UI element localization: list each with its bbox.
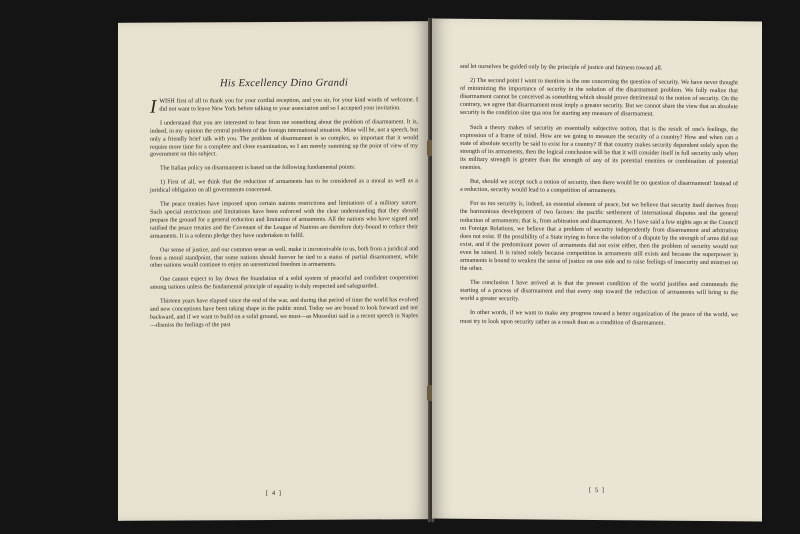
- left-page: [118, 21, 430, 521]
- paragraph-opening-text: WISH first of all to thank you for your cordial reception, and you sir, for your kind words of welcome. I did not want to leave New York before talking to your association and so I accepted your invitation.: [159, 97, 418, 113]
- paragraph: But, should we accept such a notion of security, then there would be no question of disarmament! Instead of a reduction, security would lead to a competition of armaments.: [460, 179, 738, 195]
- paragraph: Such a theory makes of security an essentially subjective notion, that is the result of one's feelings, the expression of a frame of mind. How are we going to measure the security of a country? How and when can a state of absolute security be said to exist for a country? If that country makes security dependent solely upon the strength of its armaments, then the logical conclusion will be that it will consider itself in full security only when its military strength is greater than the strength of any of its potential enemies or combination of potential enemies.: [460, 124, 738, 172]
- page-number-right: [ 5 ]: [589, 486, 605, 495]
- paragraph: The Italian policy on disarmament is based on the following fundamental points:: [160, 164, 356, 172]
- paragraph: I understand that you are interested to hear from me something about the problem of disarmament. It is, indeed, in my opinion the central problem of the foreign international situation. Mine will be, not a speech, but only a friendly brief talk with you. The problem of disarmament is so complex, so important that it would require more time for a complete and close examination, so I am merely summing up the point of view of my government on this subject.: [150, 119, 419, 159]
- paragraph: 1) First of all, we think that the reduction of armaments has to be considered as a moral as well as a juridical obligation on all governments concerned.: [150, 178, 418, 194]
- paragraph-opening: [150, 96, 418, 118]
- drop-cap: I: [150, 96, 157, 118]
- paragraph: One cannot expect to lay down the foundation of a solid system of peaceful and confident cooperation among nations unless the fundamental principle of equality is duly respected and safeguarded.: [150, 275, 418, 291]
- paragraph: 2) The second point I want to mention is the one concerning the question of security. We have never thought of minimizing the importance of security in the solution of the disarmament problem. We fully realize that disarmament cannot be conceived as something which should prove detrimental to the notion of security. On the contrary, we agree that disarmament must imply a greater security. But we cannot share the view that an absolute security is the condition sine qua non for starting any measure of disarmament.: [460, 77, 738, 118]
- page-number-left: [ 4 ]: [266, 489, 282, 498]
- paragraph: Thirteen years have elapsed since the end of the war, and during that period of time the world has evolved and new conceptions have been taking shape in the public mind. Today we are bound to look forward and not backward, and if we want to build on a solid ground, we must—as Mussolini said in a recent speech in Naples—dismiss the feelings of the past: [150, 297, 418, 329]
- page-title: His Excellency Dino Grandi: [219, 77, 349, 90]
- paragraph: The peace treaties have imposed upon certain nations restrictions and limitations of a military nature. Such special restrictions and limitations have been enforced with the clear understanding that they should prepare the ground for a general reduction and limitation of armaments. All the nations who have signed and ratified the peace treaties and the Covenant of the League of Nations are therefore duty-bound to reduce their armaments. It is a solemn pledge they have undertaken to fulfil.: [150, 200, 418, 240]
- paragraph: For us too security is, indeed, an essential element of peace, but we believe that security itself derives from the harmonious development of two factors: the pacific settlement of international disputes and the general reduction of armaments; that is, from arbitration and disarmament. As I have said a few nights ago at the Council on Foreign Relations, we believe that a problem of security independently from disarmament and arbitration does not exist. If the possibility of a State trying to force the solution of a dispute by the strength of arms did not exist, and if the predominant power of armaments did not exist either, then the problem of security would not even be raised. It is raised solely because competition in armaments still exists and because the superpower in armaments is bound to weaken the sense of justice on one side and to raise feelings of insecurity and mistrust on the other.: [460, 201, 738, 273]
- right-page: [432, 19, 762, 522]
- paragraph: and let ourselves be guided only by the principle of justice and fairness toward all.: [460, 63, 663, 72]
- paragraph: The conclusion I have arrived at is that the present condition of the world justifies and commends the starting of a process of disarmament and that every step toward the reduction of armaments will bring to the world a greater security.: [460, 280, 738, 303]
- paragraph: Our sense of justice, and our common sense as well, make it inconceivable to us, both from a juridical and from a moral standpoint, that some nations should forever be tied to a status of partial disarmament, while other nations would continue to enjoy an unrestricted freedom in armaments.: [150, 245, 418, 270]
- paragraph: In other words, if we want to make any progress toward a better organization of the peace of the world, we must try to look upon security rather as a result than as a condition of disarmament.: [460, 310, 738, 327]
